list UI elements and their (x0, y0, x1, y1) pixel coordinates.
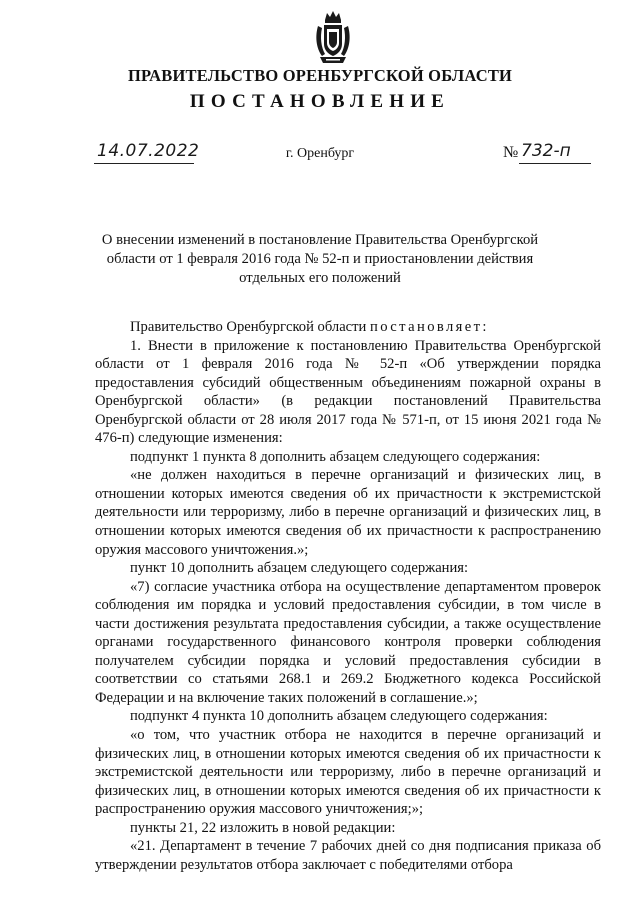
government-title: ПРАВИТЕЛЬСТВО ОРЕНБУРГСКОЙ ОБЛАСТИ (127, 66, 513, 85)
intro-lead: Правительство Оренбургской области (130, 319, 367, 335)
document-type-title: ПОСТАНОВЛЕНИЕ (189, 91, 451, 112)
intro-paragraph (95, 318, 601, 337)
body-paragraph: 1. Внести в приложение к постановлению Правительства Оренбургской области от 1 февраля 2016 года № 52-п «Об утверждении порядка предоставления субсидий общественным объединениям пожарной охраны в Оренбургской области» (в редакции постановлений Правительства Оренбургской области от 28 июля 2017 года № 571-п, от 15 июня 2021 года № 476-п) следующие изменения: (95, 337, 601, 447)
body-paragraph: подпункт 1 пункта 8 дополнить абзацем следующего содержания: (130, 448, 541, 465)
coat-of-arms-icon (314, 10, 352, 64)
number-label: № (503, 144, 519, 161)
body-paragraph: «21. Департамент в течение 7 рабочих дней со дня подписания приказа об утверждении результатов отбора заключает с победителями отбора (95, 838, 601, 873)
document-city: г. Оренбург (285, 146, 355, 161)
document-body (95, 318, 601, 874)
document-subject (100, 231, 540, 288)
body-paragraph: «не должен находиться в перечне организаций и физических лиц, в отношении которых имеются сведения об их причастности к экстремистской деятельности или терроризму, либо в перечне организаций и физических лиц, в отношении которых имеются сведения об их причастности к распространению оружия массового уничтожения.»; (95, 467, 601, 558)
body-paragraph: пункт 10 дополнить абзацем следующего содержания: (130, 560, 469, 577)
date-underline (94, 163, 194, 164)
body-paragraph: «7) согласие участника отбора на осуществление департаментом проверок соблюдения им порядка и условий предоставления субсидии, в том числе в части достижения результата предоставления субсидии, а также осуществление органами государственного финансового контроля проверки соблюдения получателем субсидии порядка и условий предоставления субсидии в соответствии со статьями 268.1 и 269.2 Бюджетного кодекса Российской Федерации и на включение таких положений в соглашение.»; (95, 578, 601, 706)
subject-line: О внесении изменений в постановление Правительства Оренбургской (101, 232, 539, 248)
body-paragraph: подпункт 4 пункта 10 дополнить абзацем следующего содержания: (130, 708, 548, 725)
subject-line: области от 1 февраля 2016 года № 52-п и приостановлении действия (106, 251, 534, 267)
number-underline (519, 163, 591, 164)
body-paragraph: «о том, что участник отбора не находится в перечне организаций и физических лиц, в отношении которых имеются сведения об их причастности к экстремистской деятельности или терроризму, либо в перечне организаций и физических лиц, в отношении которых имеются сведения об их причастности к распространению оружия массового уничтожения;»; (95, 727, 601, 818)
document-date: 14.07.2022 (97, 141, 200, 161)
document-number: 732-п (521, 141, 571, 161)
intro-verb: постановляет: (370, 319, 489, 335)
body-paragraph: пункты 21, 22 изложить в новой редакции: (130, 819, 396, 836)
subject-line: отдельных его положений (239, 270, 401, 286)
